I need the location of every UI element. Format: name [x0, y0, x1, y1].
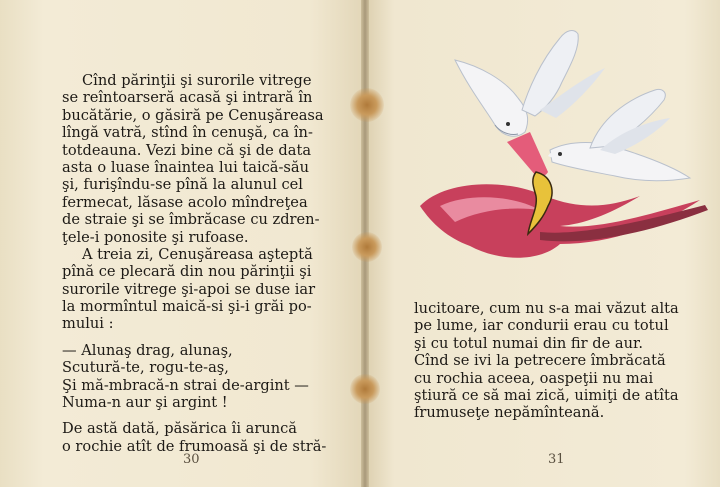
- text-line: şi cu totul numai din fir de aur.: [414, 334, 643, 352]
- text-line: fermecat, lăsase acolo mîndreţea: [62, 193, 308, 211]
- text-line: la mormîntul maică-si şi-i grăi po-: [62, 298, 312, 316]
- page-number-left: 30: [183, 452, 200, 467]
- text-line: totdeauna. Vezi bine că şi de data: [62, 141, 312, 159]
- text-line: Cînd părinţii şi surorile vitrege: [82, 72, 312, 89]
- page-number-right: 31: [548, 452, 565, 467]
- verse-line: — Alunaş drag, alunaş,: [62, 341, 233, 359]
- text-line: asta o luase înaintea lui taică-său: [62, 158, 310, 176]
- text-line: surorile vitrege şi-apoi se duse iar: [62, 280, 316, 298]
- dove-upper: [455, 31, 605, 137]
- text-line: mului :: [62, 315, 114, 333]
- text-line: bucătărie, o găsiră pe Cenuşăreasa: [62, 106, 324, 124]
- text-line: Cînd se ivi la petrecere îmbrăcată: [414, 352, 666, 370]
- text-line: frumuseţe nepămînteană.: [414, 404, 605, 422]
- text-line: A treia zi, Cenuşăreasa aşteptă: [82, 245, 313, 263]
- text-line: pe lume, iar condurii erau cu totul: [414, 317, 669, 335]
- right-page-text: [414, 300, 679, 422]
- text-line: ţele-i ponosite şi rufoase.: [62, 228, 249, 246]
- text-line: se reîntoarseră acasă şi intrară în: [62, 89, 313, 107]
- text-line: pînă ce plecară din nou părinţii şi: [62, 263, 312, 281]
- verse-line: Şi mă-mbracă-n strai de-argint —: [62, 376, 309, 394]
- text-line: şi, furişîndu-se pînă la alunul cel: [62, 176, 303, 194]
- text-line: lucitoare, cum nu s-a mai văzut alta: [414, 300, 679, 317]
- dress-shape: [507, 132, 548, 177]
- text-line: cu rochia aceea, oaspeţii nu mai: [414, 369, 654, 387]
- text-line: o rochie atît de frumoasă şi de stră-: [62, 437, 327, 455]
- text-line: De astă dată, păsărica îi aruncă: [62, 420, 297, 438]
- text-line: de straie şi se îmbrăcase cu zdren-: [62, 211, 320, 229]
- text-line: ştiură ce să mai zică, uimiţi de atîta: [414, 386, 679, 404]
- verse-line: Scutură-te, rogu-te-aş,: [62, 359, 229, 377]
- verse-line: Numa-n aur şi argint !: [62, 394, 228, 412]
- text-line: lîngă vatră, stînd în cenuşă, ca în-: [62, 124, 313, 142]
